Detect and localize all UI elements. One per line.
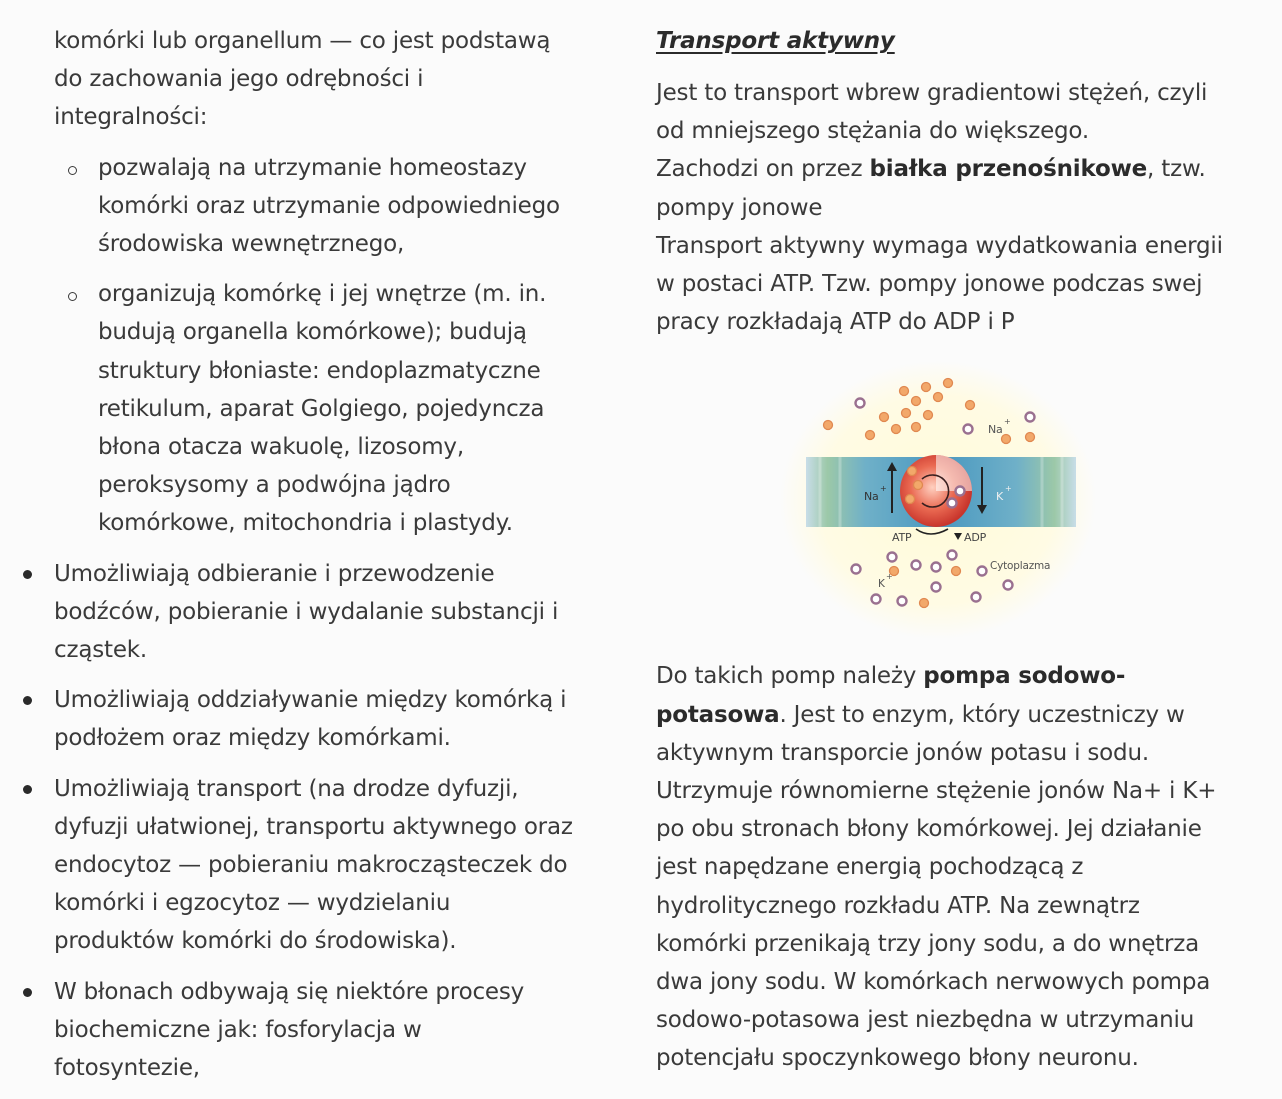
right-column [656, 22, 1236, 1078]
bold-term: pompa sodowo-potasowa [656, 663, 1126, 728]
paragraph-text: Zachodzi on przez [656, 156, 870, 183]
label-atp: ATP [892, 531, 912, 545]
label-plus: + [1005, 484, 1012, 494]
paragraph-text: Do takich pomp należy [656, 663, 924, 690]
label-k-bottom: K [878, 578, 885, 591]
label-na-top: Na [988, 423, 1003, 437]
sub-list [0, 149, 600, 543]
paragraph-text: . Jest to enzym, który uczestniczy w aktywnym transporcie jonów potasu i sodu. Utrzymuje równomierne stężenie jonów Na+ i K+ po obu stronach błony komórkowej. Jej działanie jest napędzane energią pochodzącą z hydrolitycznego rozkładu ATP. Na zewnątrz komórki przenikają trzy jony sodu, a do wnętrza dwa jony sodu. W komórkach nerwowych pompa sodowo-potasowa jest niezbędna w utrzymaniu potencjału spoczynkowego błony neuronu. [656, 701, 1217, 1072]
paragraph-text: Transport aktywny wymaga wydatkowania energii w postaci ATP. Tzw. pompy jonowe podczas swej pracy rozkładają ATP do ADP i P [656, 232, 1223, 336]
list-item: Umożliwiają oddziaływanie między komórką i podłożem oraz między komórkami. [54, 681, 574, 757]
sodium-potassium-pump-figure [780, 361, 1096, 639]
bullet-list [0, 555, 600, 1088]
left-column [0, 22, 600, 1099]
label-plus: + [886, 572, 893, 582]
list-item: W błonach odbywają się niektóre procesy biochemiczne jak: fosforylacja w fotosyntezie, [54, 973, 574, 1088]
label-na-left: Na [864, 490, 879, 504]
label-plus: + [880, 484, 887, 494]
label-adp: ADP [964, 531, 987, 545]
label-k-right: K [996, 490, 1004, 504]
sub-list-item: organizują komórkę i jej wnętrze (m. in. budują organella komórkowe); budują struktury błoniaste: endoplazmatyczne retikulum, aparat Golgiego, pojedyncza błona otacza wakuolę, lizosomy, peroksysomy a podwójna jądro komórkowe, mitochondria i plastydy. [98, 275, 578, 542]
paragraph-active-transport-1 [656, 74, 1236, 341]
label-plus: + [1004, 417, 1011, 427]
paragraph-text: , tzw. pompy jonowe [656, 156, 1206, 221]
paragraph-text: Jest to transport wbrew gradientowi stężeń, czyli od mniejszego stężania do większego. [656, 80, 1208, 145]
list-item: Umożliwiają odbieranie i przewodzenie bodźców, pobieranie i wydalanie substancji i cząstek. [54, 555, 574, 670]
paragraph-pump [656, 657, 1236, 1077]
bold-term: białka przenośnikowe [869, 156, 1148, 183]
sub-list-item: pozwalają na utrzymanie homeostazy komórki oraz utrzymanie odpowiedniego środowiska wewnętrznego, [98, 149, 578, 264]
pump-diagram [780, 361, 1096, 639]
label-cytoplazma: Cytoplazma [990, 560, 1051, 573]
intro-paragraph: komórki lub organellum — co jest podstawą do zachowania jego odrębności i integralności: [54, 28, 551, 131]
section-heading: Transport aktywny [656, 28, 895, 54]
list-item: Umożliwiają transport (na drodze dyfuzji, dyfuzji ułatwionej, transportu aktywnego oraz endocytoz — pobieraniu makrocząsteczek do komórki i egzocytoz — wydzielaniu produktów komórki do środowiska). [54, 770, 574, 961]
